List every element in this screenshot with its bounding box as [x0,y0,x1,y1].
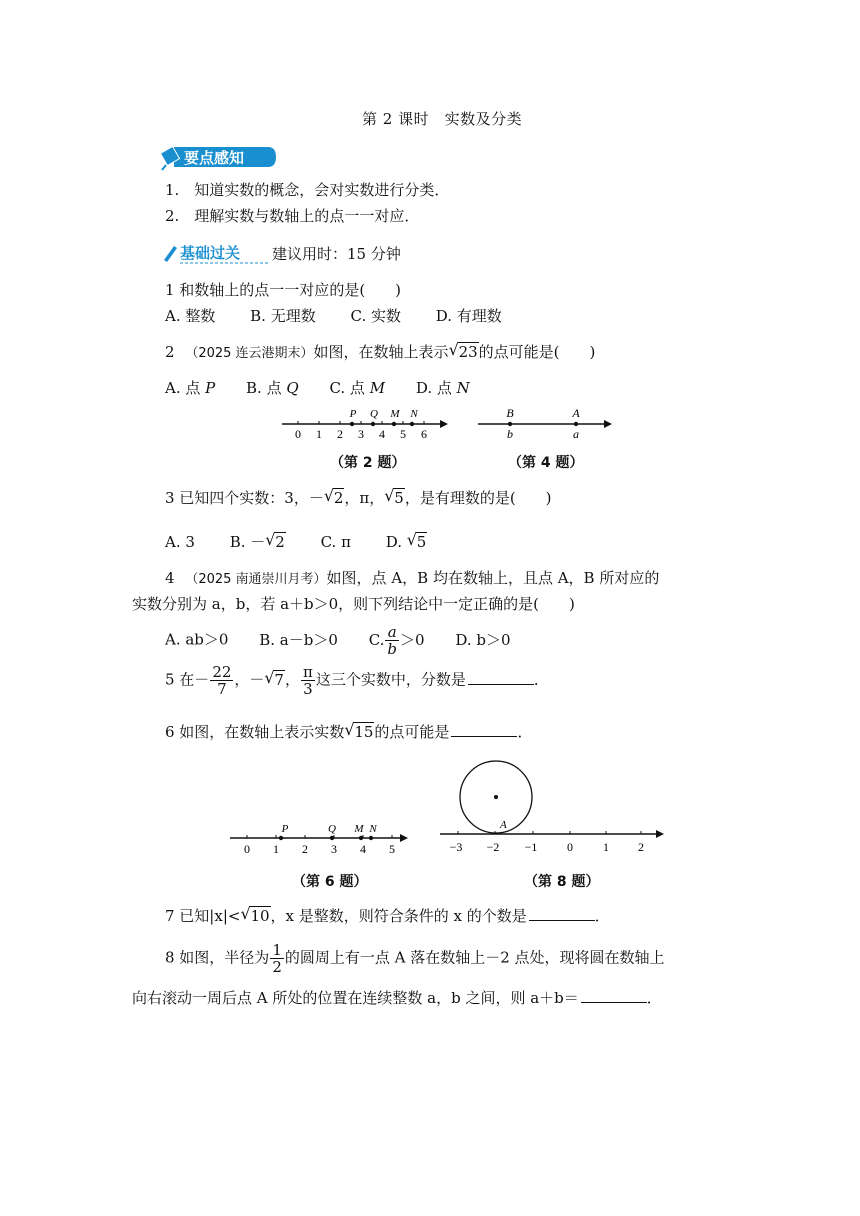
svg-text:M: M [390,408,400,420]
fig2-tick-4: 4 [379,427,385,441]
q8-answer-blank[interactable] [581,988,647,1003]
fig6-point-m [359,836,363,840]
q3-option-c: C. π [320,533,351,551]
fig8-figure [438,758,668,858]
q8-stem-2: 向右滚动一周后点 A 所处的位置在连续整数 a，b 之间，则 a＋b＝ ． [132,989,662,1007]
page-title: 第 2 课时 实数及分类 [362,110,523,128]
suggested-time: 建议用时：15 分钟 [272,245,401,263]
q1-option-d: D. 有理数 [435,307,502,325]
svg-text:1: 1 [603,840,609,854]
svg-text:N: N [410,408,418,420]
svg-text:a: a [573,427,579,441]
svg-text:N: N [369,823,377,835]
q1-option-a: A. 整数 [165,307,216,325]
key-points-badge [160,143,278,171]
key-point-1: 1. 知道实数的概念，会对实数进行分类． [165,181,450,199]
q2-stem: 2 （2025 连云港期末）如图，在数轴上表示 √ 23的点可能是( ) [165,340,596,361]
q3-stem: 3 已知四个实数：3，－ √ 2，π， √ 5，是有理数的是( ) [165,486,552,507]
fig2-tick-6: 6 [421,427,427,441]
svg-text:5: 5 [389,842,395,856]
q3-options [165,532,427,552]
q4-source: （2025 南通崇川月考） [185,572,327,587]
fig6-point-q [330,836,334,840]
fig2-tick-2: 2 [337,427,343,441]
svg-text:0: 0 [244,842,250,856]
svg-text:−2: −2 [486,840,500,854]
key-points-label: 要点感知 [184,149,245,167]
fig4-point-a [574,422,578,426]
basic-badge [160,240,272,266]
q4-options [165,624,511,657]
svg-text:2: 2 [638,840,644,854]
q6-answer-blank[interactable] [451,722,517,737]
fig2-tick-0: 0 [295,427,301,441]
q4-option-b: B. a－b＞0 [259,630,338,649]
fig2-point-p [350,422,354,426]
svg-text:Q: Q [328,823,336,835]
q1-stem: 1 和数轴上的点一一对应的是( ) [165,281,402,299]
fig6-number-line [228,822,413,858]
q2-option-b: B. 点 Q [246,379,299,397]
q2-source: （2025 连云港期末） [185,346,314,361]
fig2-tick-5: 5 [400,427,406,441]
q4-option-d: D. b＞0 [455,630,511,649]
basic-label: 基础过关 [180,244,241,262]
fig8-circle-center [494,795,498,799]
q1-option-c: C. 实数 [350,307,401,325]
svg-text:P: P [281,823,289,835]
q3-option-d: D. √ 5 [385,530,427,551]
key-point-2: 2. 理解实数与数轴上的点一一对应． [165,207,420,225]
svg-text:A: A [572,406,580,420]
svg-text:4: 4 [360,842,366,856]
fig6-point-n [369,836,373,840]
q7-answer-blank[interactable] [529,906,595,921]
fig8-caption: （第 8 题） [524,874,600,890]
fig2-caption: （第 2 题） [330,455,406,471]
q8-stem-1: 8 如图，半径为 $\frac{1}{2}$ 的圆周上有一点 A 落在数轴上－2 点处，现将圆在数轴上 [165,941,665,976]
q4-stem-2: 实数分别为 a，b，若 a＋b＞0，则下列结论中一定正确的是( ) [132,595,575,613]
q2-option-d: D. 点 N [415,379,470,397]
svg-text:3: 3 [331,842,337,856]
svg-text:M: M [354,823,364,835]
q2-option-c: C. 点 M [329,379,386,397]
q5-stem: 5 在－ $\frac{22}{7}$ ，－ √ 7， $\frac{\pi}{3}$ 这三个实数中，分数是 ． [165,663,549,698]
q3-option-b: B. － √ 2 [229,530,285,551]
q1-options [165,306,502,326]
q6-stem: 6 如图，在数轴上表示实数 √ 15的点可能是 ． [165,720,533,741]
q2-option-a: A. 点 P [165,379,216,397]
fig2-tick-1: 1 [316,427,322,441]
q1-option-b: B. 无理数 [250,307,316,325]
fig2-number-line [280,404,450,444]
q7-stem: 7 已知|x|< √ 10，x 是整数，则符合条件的 x 的个数是 ． [165,904,610,925]
q4-option-a: A. ab＞0 [165,630,229,649]
svg-text:0: 0 [567,840,573,854]
svg-text:−3: −3 [449,840,463,854]
fig2-point-q [371,422,375,426]
fig6-point-p [279,836,283,840]
fig2-point-n [410,422,414,426]
fig4-caption: （第 4 题） [508,455,584,471]
svg-text:Q: Q [370,408,378,420]
fig4-point-b [508,422,512,426]
fig2-tick-3: 3 [358,427,364,441]
q2-options [165,378,470,398]
fig4-number-line [476,404,616,444]
svg-text:B: B [506,406,514,420]
pencil-icon [164,246,177,262]
q4-stem-1: 4 （2025 南通崇川月考）如图，点 A，B 均在数轴上，且点 A，B 所对应的 [165,569,660,587]
q4-option-c: C. $\frac{a}{b}$ ＞0 [368,623,425,658]
svg-text:1: 1 [273,842,279,856]
fig2-point-m [392,422,396,426]
svg-text:P: P [349,408,357,420]
svg-text:2: 2 [302,842,308,856]
svg-text:b: b [507,427,513,441]
svg-text:−1: −1 [524,840,538,854]
q3-option-a: A. 3 [165,533,195,551]
q5-answer-blank[interactable] [468,670,534,685]
fig8-point-a-label: A [500,819,507,831]
fig6-caption: （第 6 题） [292,874,368,890]
